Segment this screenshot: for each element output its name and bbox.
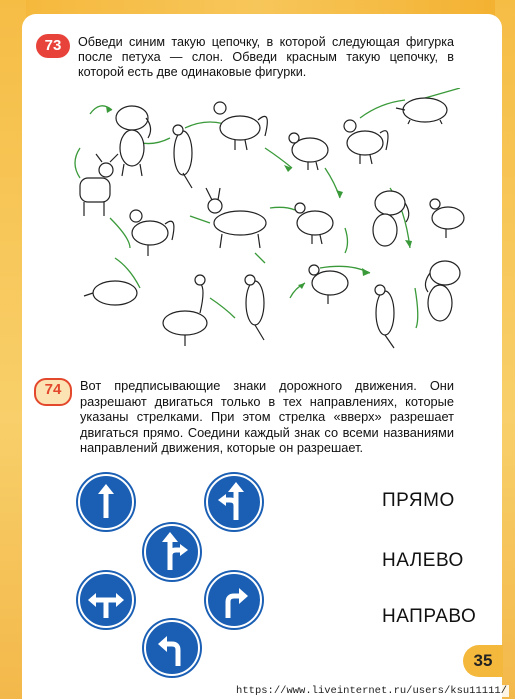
arrow-up-right-icon bbox=[146, 526, 198, 578]
task-73-text: Обведи синим такую цепочку, в которой следующая фигурка после петуха — слон. Обведи красным такую цепочку, в которой есть две одинаковые фигурки. bbox=[78, 35, 454, 79]
arrow-up-left-icon bbox=[208, 476, 260, 528]
task-74-text: Вот предписывающие знаки дорожного движения. Они разрешают двигаться только в тех направлениях, которые указаны стрелками. При этом стрелка «вверх» разрешает двигаться прямо. Соедини каждый знак со всеми названиями направлений движения, которые он разрешает. bbox=[80, 378, 454, 455]
direction-right-label[interactable]: НАПРАВО bbox=[382, 606, 477, 627]
goose-icon[interactable] bbox=[163, 275, 207, 346]
moose-icon[interactable] bbox=[80, 154, 118, 216]
hawk-icon[interactable] bbox=[245, 275, 264, 340]
task-74-badge: 74 bbox=[34, 378, 72, 406]
rooster-icon[interactable] bbox=[344, 120, 388, 164]
donkey-icon[interactable] bbox=[206, 188, 266, 248]
sign-left[interactable] bbox=[144, 620, 200, 676]
rooster-icon[interactable] bbox=[130, 210, 174, 256]
sign-straight-or-left[interactable] bbox=[206, 474, 262, 530]
hen-icon[interactable] bbox=[295, 203, 333, 244]
sign-right[interactable] bbox=[206, 572, 262, 628]
animal-chain-puzzle[interactable] bbox=[60, 88, 480, 358]
hawk-icon[interactable] bbox=[173, 125, 192, 188]
arrow-right-icon bbox=[208, 574, 260, 626]
hen-icon[interactable] bbox=[309, 265, 348, 304]
elephant-icon[interactable] bbox=[373, 191, 409, 246]
turtle-icon[interactable] bbox=[84, 281, 137, 305]
hen-icon[interactable] bbox=[289, 133, 328, 170]
sign-straight[interactable] bbox=[78, 474, 134, 530]
arrow-left-icon bbox=[146, 622, 198, 674]
turtle-icon[interactable] bbox=[396, 98, 447, 124]
source-watermark: https://www.liveinternet.ru/users/ksu11111/ bbox=[236, 685, 507, 697]
page-number: 35 bbox=[463, 645, 503, 677]
direction-straight-label[interactable]: ПРЯМО bbox=[382, 490, 455, 511]
elephant-icon[interactable] bbox=[116, 106, 151, 176]
arrow-left-right-icon bbox=[80, 574, 132, 626]
sign-left-or-right[interactable] bbox=[78, 572, 134, 628]
hawk-icon[interactable] bbox=[375, 285, 394, 348]
rooster-icon[interactable] bbox=[214, 102, 267, 150]
arrow-up-icon bbox=[80, 476, 132, 528]
sign-straight-or-right[interactable] bbox=[144, 524, 200, 580]
elephant-icon[interactable] bbox=[425, 261, 460, 321]
task-73-badge: 73 bbox=[36, 34, 70, 58]
direction-left-label[interactable]: НАЛЕВО bbox=[382, 550, 464, 571]
hen-icon[interactable] bbox=[430, 199, 464, 238]
